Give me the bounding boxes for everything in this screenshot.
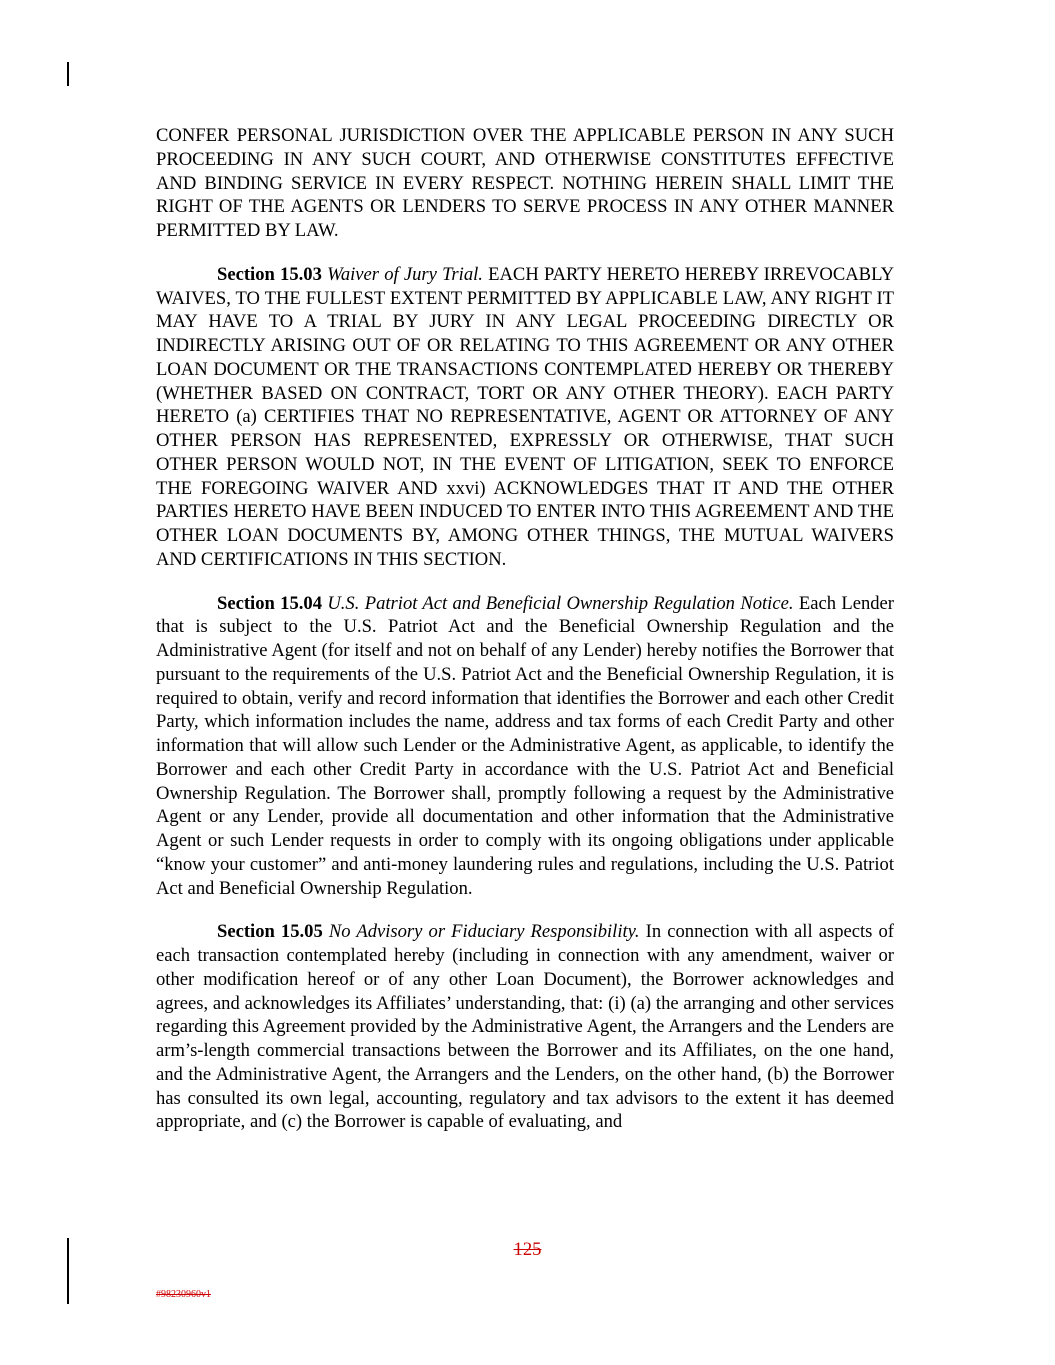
- section-title: Waiver of Jury Trial.: [327, 263, 483, 285]
- change-bar-top: [67, 62, 69, 86]
- section-body: EACH PARTY HERETO HEREBY IRREVOCABLY WAIVES, TO THE FULLEST EXTENT PERMITTED BY APPLICABLE LAW, ANY RIGHT IT MAY HAVE TO A TRIAL BY JURY IN ANY LEGAL PROCEEDING DIRECTLY OR INDIRECTLY ARISING OUT OF OR RELATING TO THIS AGREEMENT OR ANY OTHER LOAN DOCUMENT OR THE TRANSACTIONS CONTEMPLATED HEREBY OR THEREBY (WHETHER BASED ON CONTRACT, TORT OR ANY OTHER THEORY). EACH PARTY HERETO (a) CERTIFIES THAT NO REPRESENTATIVE, AGENT OR ATTORNEY OF ANY OTHER PERSON HAS REPRESENTED, EXPRESSLY OR OTHERWISE, THAT SUCH OTHER PERSON WOULD NOT, IN THE EVENT OF LITIGATION, SEEK TO ENFORCE THE FOREGOING WAIVER AND xxvi) ACKNOWLEDGES THAT IT AND THE OTHER PARTIES HERETO HAVE BEEN INDUCED TO ENTER INTO THIS AGREEMENT AND THE OTHER LOAN DOCUMENTS BY, AMONG OTHER THINGS, THE MUTUAL WAIVERS AND CERTIFICATIONS IN THIS SECTION.: [156, 263, 894, 570]
- document-id: #98230960v1: [156, 1289, 211, 1300]
- section-title: U.S. Patriot Act and Beneficial Ownership Regulation Notice.: [327, 592, 794, 614]
- section-15-04: [156, 592, 894, 901]
- section-body: Each Lender that is subject to the U.S. Patriot Act and the Beneficial Ownership Regulation and the Administrative Agent (for itself and not on behalf of any Lender) hereby notifies the Borrower that pursuant to the requirements of the U.S. Patriot Act and the Beneficial Ownership Regulation, it is required to obtain, verify and record information that identifies the Borrower and each other Credit Party, which information includes the name, address and tax forms of each Credit Party and other information that will allow such Lender or the Administrative Agent, as applicable, to identify the Borrower and each other Credit Party in accordance with the U.S. Patriot Act and Beneficial Ownership Regulation. The Borrower shall, promptly following a request by the Administrative Agent or any Lender, provide all documentation and other information that the Administrative Agent or such Lender requests in order to comply with its ongoing obligations under applicable “know your customer” and anti-money laundering rules and regulations, including the U.S. Patriot Act and Beneficial Ownership Regulation.: [156, 592, 895, 899]
- page-number: 125: [513, 1239, 542, 1260]
- section-15-03: [156, 263, 894, 572]
- section-body: In connection with all aspects of each transaction contemplated hereby (including in connection with any amendment, waiver or other modification hereof or of any other Loan Document), the Borrower acknowledges and agrees, and acknowledges its Affiliates’ understanding, that: (i) (a) the arranging and other services regarding this Agreement provided by the Administrative Agent, the Arrangers and the Lenders are arm’s-length commercial transactions between the Borrower and its Affiliates, on the one hand, and the Administrative Agent, the Arrangers and the Lenders, on the other hand, (b) the Borrower has consulted its own legal, accounting, regulatory and tax advisors to the extent it has deemed appropriate, and (c) the Borrower is capable of evaluating, and: [156, 921, 894, 1133]
- section-title: No Advisory or Fiduciary Responsibility.: [328, 921, 640, 943]
- section-number: Section 15.04: [217, 592, 323, 614]
- intro-paragraph: CONFER PERSONAL JURISDICTION OVER THE APPLICABLE PERSON IN ANY SUCH PROCEEDING IN ANY SUCH COURT, AND OTHERWISE CONSTITUTES EFFECTIVE AND BINDING SERVICE IN EVERY RESPECT. NOTHING HEREIN SHALL LIMIT THE RIGHT OF THE AGENTS OR LENDERS TO SERVE PROCESS IN ANY OTHER MANNER PERMITTED BY LAW.: [156, 125, 894, 241]
- section-number: Section 15.03: [217, 263, 322, 285]
- section-number: Section 15.05: [217, 921, 323, 943]
- section-15-05: [156, 920, 894, 1134]
- document-body: [156, 124, 894, 1154]
